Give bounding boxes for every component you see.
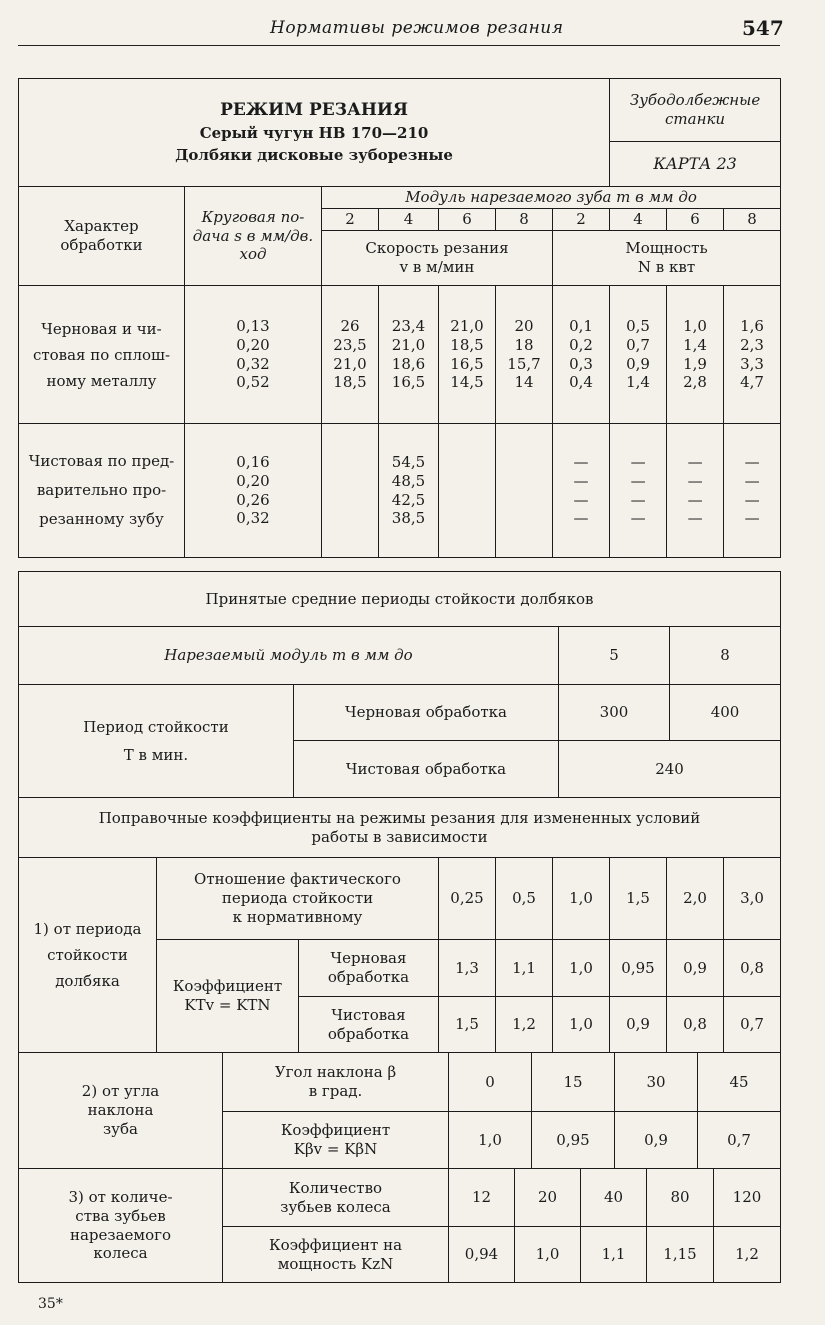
module-cell: 4 [610,209,667,231]
teeth-coef: 1,2 [714,1227,781,1283]
angle-label: Угол наклона β в град. [223,1053,449,1112]
correction-tool-life-table [18,797,781,1053]
module-cell: 4 [379,209,439,231]
col-character: Характер обработки [19,187,185,286]
speed-values: 21,0 18,5 16,5 14,5 [439,286,496,424]
power-header: Мощность N в квт [553,231,781,286]
rough-coef: 0,8 [724,940,781,997]
rough-coef: 0,95 [610,940,667,997]
col-feed: Круговая по- дача s в мм/дв. ход [185,187,322,286]
page-number: 547 [742,16,784,40]
helix-coef: 0,9 [615,1112,698,1169]
finish-label: Чистовая обработка [299,997,439,1053]
ratio-value: 0,5 [496,858,553,940]
angle-value: 0 [449,1053,532,1112]
teeth-count: 40 [581,1169,647,1227]
power-values: 1,6 2,3 3,3 4,7 [724,286,781,424]
power-values: — — — — [724,424,781,558]
teeth-factor-label: 3) от количе- ства зубьев нарезаемого колеса [19,1169,223,1283]
card-title-block [19,79,610,187]
teeth-count: 120 [714,1169,781,1227]
rough-label: Черновая обработка [299,940,439,997]
feed-values: 0,16 0,20 0,26 0,32 [185,424,322,558]
tool-life-finish-value: 240 [559,741,781,798]
count-label: Количество зубьев колеса [223,1169,449,1227]
power-values: 1,0 1,4 1,9 2,8 [667,286,724,424]
card-title: РЕЖИМ РЕЗАНИЯ [220,100,408,121]
speed-header: Скорость резания v в м/мин [322,231,553,286]
row-label: Чистовая по пред- варительно про- резанному зубу [19,424,185,558]
rough-coef: 1,0 [553,940,610,997]
speed-values: 54,5 48,5 42,5 38,5 [379,424,439,558]
tool-life-module-label: Нарезаемый модуль m в мм до [19,627,559,685]
power-values: 0,1 0,2 0,3 0,4 [553,286,610,424]
module-cell: 6 [667,209,724,231]
correction-teeth-table [18,1168,781,1283]
ratio-value: 0,25 [439,858,496,940]
power-values: — — — — [553,424,610,558]
speed-values [439,424,496,558]
ratio-value: 1,0 [553,858,610,940]
power-values: — — — — [667,424,724,558]
tool-life-factor-label: 1) от периода стойкости долбяка [19,858,157,1053]
cutting-data-table [18,78,781,558]
power-values: — — — — [610,424,667,558]
tool-life-period-label: Период стойкости T в мин. [19,685,294,798]
helix-coef: 1,0 [449,1112,532,1169]
header-rule [18,45,780,46]
row-label: Черновая и чи- стовая по сплош- ному металлу [19,286,185,424]
module-cell: 8 [496,209,553,231]
ratio-value: 2,0 [667,858,724,940]
tool-life-finish-label: Чистовая обработка [294,741,559,798]
speed-values [496,424,553,558]
finish-coef: 0,8 [667,997,724,1053]
card-tool: Долбяки дисковые зуборезные [175,146,453,165]
helix-factor-label: 2) от угла наклона зуба [19,1053,223,1169]
signature-mark: 35* [38,1296,63,1312]
angle-value: 30 [615,1053,698,1112]
teeth-coef: 1,15 [647,1227,714,1283]
tool-life-title: Принятые средние периоды стойкости долбяков [19,572,781,627]
ratio-value: 3,0 [724,858,781,940]
rough-coef: 0,9 [667,940,724,997]
card-number: КАРТА 23 [610,142,781,187]
card-material: Серый чугун HB 170—210 [199,124,429,143]
finish-coef: 1,5 [439,997,496,1053]
module-cell: 2 [553,209,610,231]
finish-coef: 0,7 [724,997,781,1053]
tool-life-rough-label: Черновая обработка [294,685,559,741]
speed-values: 23,4 21,0 18,6 16,5 [379,286,439,424]
module-cell: 6 [439,209,496,231]
correction-helix-table [18,1052,781,1169]
helix-coef-label: Коэффициент Kβv = KβN [223,1112,449,1169]
helix-coef: 0,7 [698,1112,781,1169]
power-values: 0,5 0,7 0,9 1,4 [610,286,667,424]
teeth-count: 80 [647,1169,714,1227]
tool-life-coef-label: Коэффициент KTv = KTN [157,940,299,1053]
tool-life-module: 5 [559,627,670,685]
running-header-title: Нормативы режимов резания [270,18,564,38]
rough-coef: 1,3 [439,940,496,997]
feed-values: 0,13 0,20 0,32 0,52 [185,286,322,424]
rough-coef: 1,1 [496,940,553,997]
tool-life-rough-value: 400 [670,685,781,741]
angle-value: 45 [698,1053,781,1112]
module-header: Модуль нарезаемого зуба m в мм до [322,187,781,209]
teeth-count: 12 [449,1169,515,1227]
finish-coef: 0,9 [610,997,667,1053]
module-cell: 8 [724,209,781,231]
tool-life-rough-value: 300 [559,685,670,741]
speed-values: 26 23,5 21,0 18,5 [322,286,379,424]
teeth-coef: 1,0 [515,1227,581,1283]
machine-type: Зубодолбежные станки [610,79,781,142]
teeth-count: 20 [515,1169,581,1227]
ratio-label: Отношение фактического периода стойкости к нормативному [157,858,439,940]
corrections-title: Поправочные коэффициенты на режимы резания для измененных условий работы в зависимости [19,798,781,858]
tool-life-table [18,571,781,798]
finish-coef: 1,2 [496,997,553,1053]
tool-life-module: 8 [670,627,781,685]
helix-coef: 0,95 [532,1112,615,1169]
speed-values: 20 18 15,7 14 [496,286,553,424]
teeth-coef: 1,1 [581,1227,647,1283]
speed-values [322,424,379,558]
ratio-value: 1,5 [610,858,667,940]
teeth-coef-label: Коэффициент на мощность KzN [223,1227,449,1283]
teeth-coef: 0,94 [449,1227,515,1283]
module-cell: 2 [322,209,379,231]
finish-coef: 1,0 [553,997,610,1053]
angle-value: 15 [532,1053,615,1112]
